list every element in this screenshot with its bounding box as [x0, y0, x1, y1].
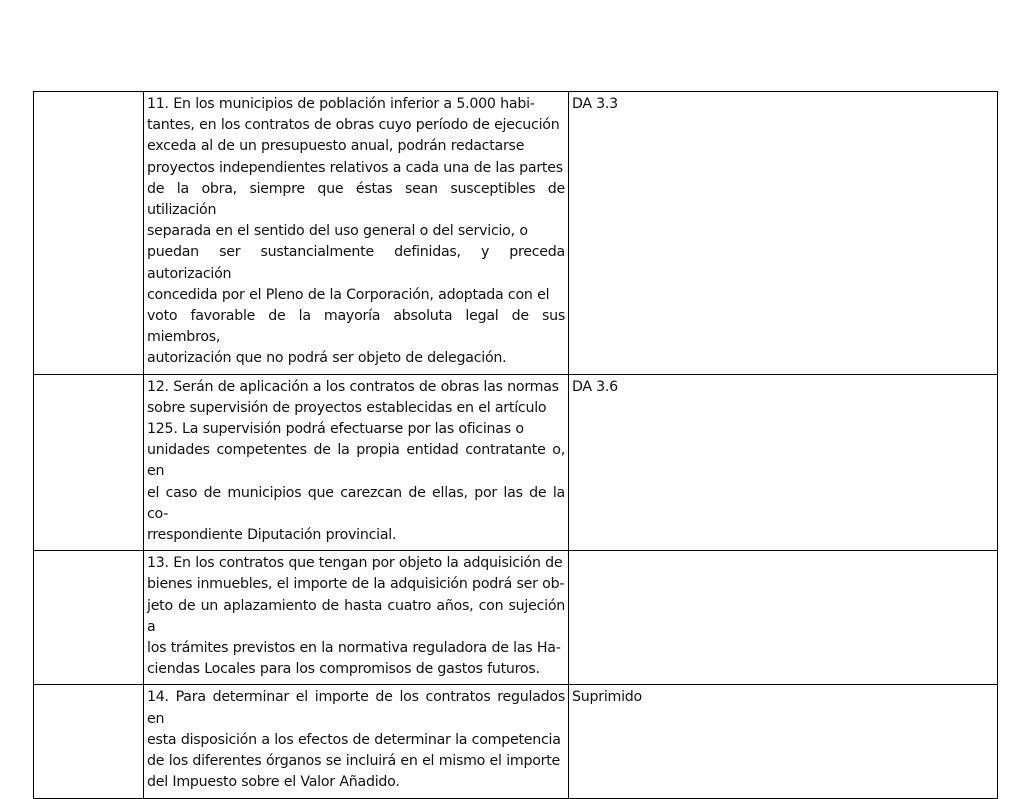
- text-line: proyectos independientes relativos a cada una de las partes: [147, 159, 563, 176]
- text-line: del Impuesto sobre el Valor Añadido.: [147, 774, 400, 791]
- reference-cell: [569, 551, 998, 685]
- text-line: bienes inmuebles, el importe de la adquisición podrá ser ob-: [147, 576, 565, 593]
- table-row: [34, 685, 998, 798]
- text-line: esta disposición a los efectos de determinar la competencia: [147, 731, 561, 748]
- comparison-table: [33, 91, 998, 799]
- text-line: rrespondiente Diputación provincial.: [147, 527, 397, 544]
- reference-cell: DA 3.3: [569, 92, 998, 375]
- text-line: ciendas Locales para los compromisos de gastos futuros.: [147, 661, 540, 678]
- paragraph-12-cell: [144, 374, 569, 551]
- text-line: los trámites previstos en la normativa reguladora de las Ha-: [147, 640, 561, 657]
- text-line: voto favorable de la mayoría absoluta legal de sus miembros,: [147, 308, 565, 346]
- text-line: de la obra, siempre que éstas sean susceptibles de utilización: [147, 180, 565, 219]
- table-row: [34, 92, 998, 375]
- blank-cell: [34, 374, 144, 551]
- table-row: [34, 551, 998, 685]
- text-line: el caso de municipios que carezcan de ellas, por las de la co-: [147, 484, 565, 522]
- text-line: tantes, en los contratos de obras cuyo período de ejecución: [147, 117, 560, 134]
- text-line: 11. En los municipios de población inferior a 5.000 habi-: [147, 96, 535, 112]
- paragraph-13-cell: [144, 551, 569, 685]
- text-line: 14. Para determinar el importe de los contratos regulados en: [147, 689, 565, 727]
- text-line: concedida por el Pleno de la Corporación, adoptada con el: [147, 286, 550, 303]
- reference-cell: DA 3.6: [569, 374, 998, 551]
- text-line: puedan ser sustancialmente definidas, y preceda autorización: [147, 244, 565, 282]
- text-line: 13. En los contratos que tengan por objeto la adquisición de: [147, 555, 563, 572]
- blank-cell: [34, 551, 144, 685]
- blank-cell: [34, 92, 144, 375]
- text-line: sobre supervisión de proyectos establecidas en el artículo: [147, 399, 547, 416]
- paragraph-14-cell: [144, 685, 569, 798]
- text-line: 12. Serán de aplicación a los contratos de obras las normas: [147, 378, 559, 395]
- paragraph-11-cell: [144, 92, 569, 375]
- reference-cell: Suprimido: [569, 685, 998, 798]
- text-line: 125. La supervisión podrá efectuarse por las oficinas o: [147, 421, 524, 438]
- blank-cell: [34, 685, 144, 798]
- text-line: de los diferentes órganos se incluirá en el mismo el importe: [147, 753, 561, 770]
- text-line: jeto de un aplazamiento de hasta cuatro años, con sujeción a: [147, 597, 565, 635]
- table-row: [34, 374, 998, 551]
- text-line: exceda al de un presupuesto anual, podrán redactarse: [147, 138, 525, 155]
- text-line: autorización que no podrá ser objeto de delegación.: [147, 350, 507, 367]
- text-line: unidades competentes de la propia entidad contratante o, en: [147, 442, 565, 480]
- text-line: separada en el sentido del uso general o del servicio, o: [147, 223, 528, 240]
